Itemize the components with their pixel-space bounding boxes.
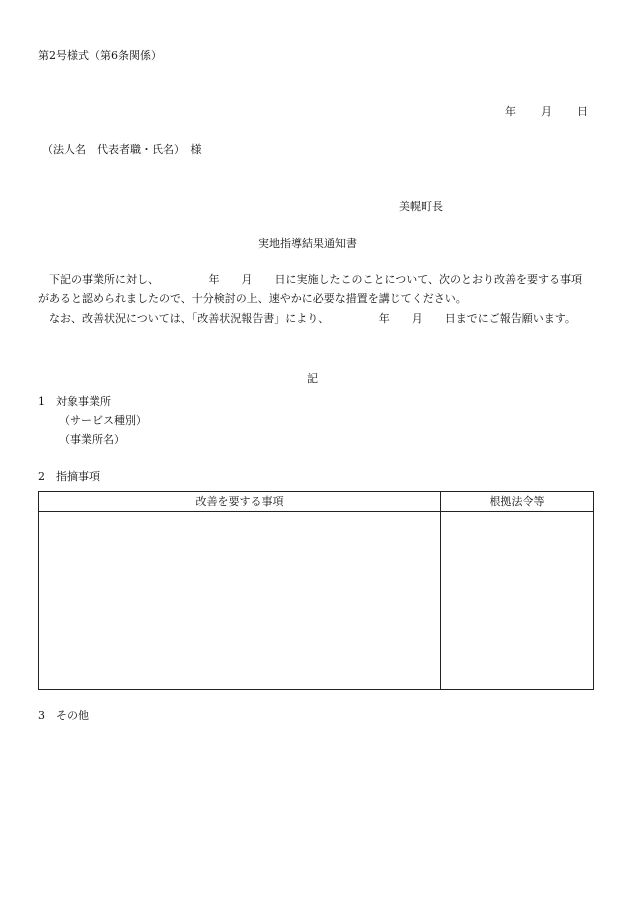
- section1-heading: 1 対象事業所: [38, 395, 111, 408]
- sender-mayor: 美幌町長: [399, 200, 443, 213]
- form-number: 第2号様式（第6条関係）: [38, 49, 162, 62]
- date-day-label: 日: [577, 105, 588, 118]
- body-paragraph-2: なお、改善状況については、「改善状況報告書」により、 年 月 日までにご報告願います。: [38, 312, 576, 325]
- legal-basis-header: 根拠法令等: [489, 495, 545, 508]
- service-type-label: （サービス種別）: [59, 414, 147, 427]
- section2-heading: 2 指摘事項: [38, 470, 100, 483]
- improvement-items-cell: [43, 516, 436, 686]
- table-header-divider: [39, 511, 593, 512]
- section3-heading: 3 その他: [38, 709, 89, 722]
- table-column-divider: [440, 492, 441, 689]
- office-name-label: （事業所名）: [59, 433, 125, 446]
- ki-marker: 記: [307, 372, 318, 385]
- findings-table: [38, 491, 594, 690]
- addressee: （法人名 代表者職・氏名） 様: [42, 143, 202, 156]
- improvement-items-header: 改善を要する事項: [195, 495, 284, 508]
- body-paragraph-1: 下記の事業所に対し、 年 月 日に実施したこのことについて、次のとおり改善を要する事項があると認められましたので、十分検討の上、速やかに必要な措置を講じてください。: [38, 273, 583, 305]
- date-month-label: 月: [541, 105, 552, 118]
- date-line: [505, 104, 588, 120]
- document-title: 実地指導結果通知書: [258, 237, 357, 250]
- legal-basis-cell: [445, 516, 589, 686]
- date-year-label: 年: [505, 105, 516, 118]
